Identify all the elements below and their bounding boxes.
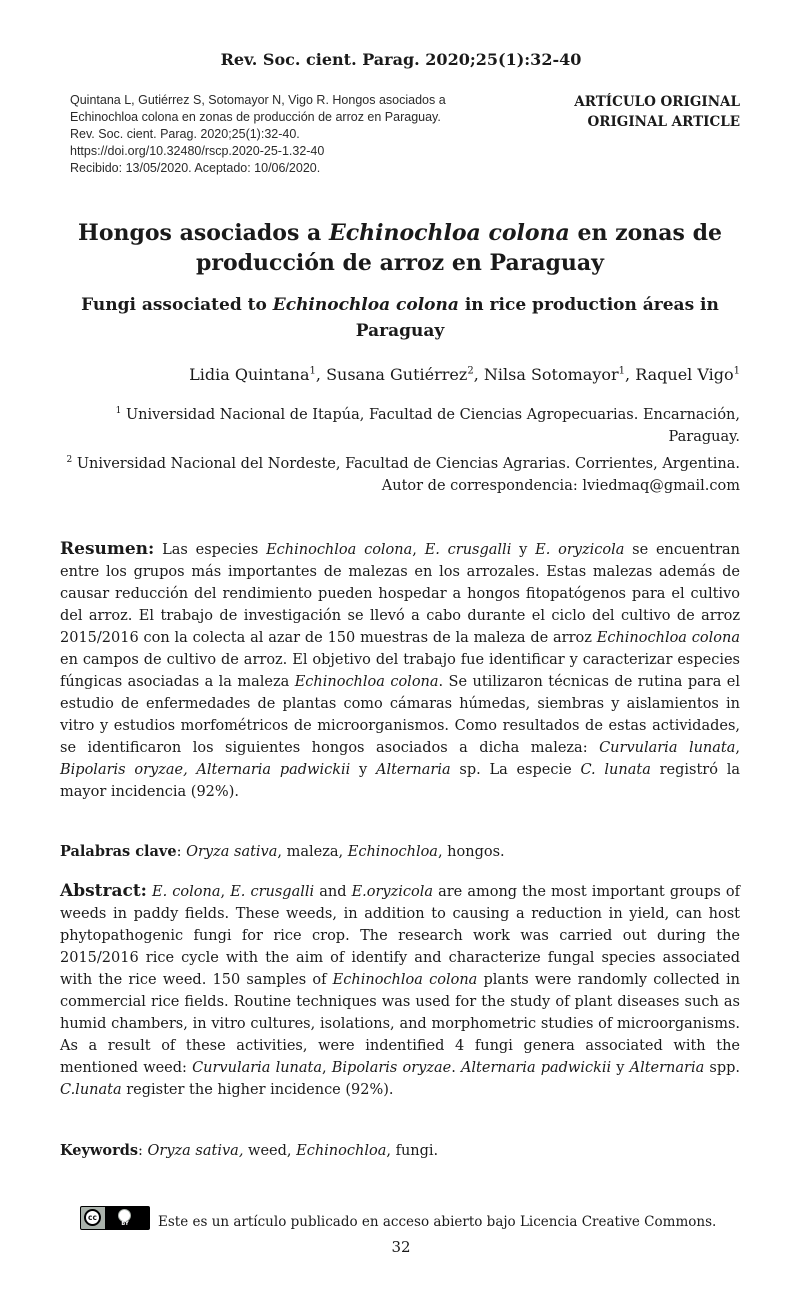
doi-link[interactable]: https://doi.org/10.32480/rscp.2020-25-1.32-40 [70, 144, 325, 158]
species-name: Echinochloa [296, 1143, 387, 1159]
body-text: , [735, 740, 740, 756]
body-text: registró la mayor incidencia (92%). [60, 762, 740, 800]
species-name: Echinochloa colona [332, 972, 478, 988]
body-text: : [176, 844, 187, 860]
species-name: Oryza sativa [186, 844, 278, 860]
species-name: E. crusgalli [424, 542, 512, 558]
keywords-label: Keywords [60, 1142, 139, 1159]
body-text: , [220, 884, 231, 900]
abstract-paragraph [60, 880, 740, 1101]
title-species: Echinochloa colona [272, 295, 459, 315]
species-name: E.oryzicola [351, 884, 434, 900]
body-text: : [138, 1143, 148, 1159]
species-name: E. crusgalli [230, 884, 315, 900]
body-text: register the higher incidence (92%). [121, 1082, 394, 1098]
citation-line: Rev. Soc. cient. Parag. 2020;25(1):32-40. [70, 127, 300, 141]
article-type-es: ARTÍCULO ORIGINAL [574, 94, 740, 110]
species-name: Alternaria [629, 1060, 705, 1076]
body-text: and [314, 884, 352, 900]
body-text: en campos de cultivo de arroz. El objetivo del trabajo fue identificar y caracterizar especies fúngicas asociadas a la maleza [60, 652, 740, 690]
author: Raquel Vigo$^1$ [635, 365, 740, 385]
species-name: Echinochloa colona [266, 542, 413, 558]
title-species: Echinochloa colona [328, 220, 570, 246]
resumen-label: Resumen: [60, 539, 155, 559]
species-name: C. lunata [580, 762, 651, 778]
cc-by-license-icon[interactable] [80, 1206, 150, 1230]
citation-line: Recibido: 13/05/2020. Aceptado: 10/06/2020. [70, 161, 321, 175]
title-text: Hongos asociados a [78, 220, 329, 246]
palabras-clave [60, 841, 740, 863]
citation-block [70, 92, 510, 177]
body-text: , [322, 1060, 332, 1076]
title-text: Fungi associated to [81, 295, 273, 315]
species-name: Echinochloa [347, 844, 438, 860]
body-text: se encuentran entre los grupos más importantes de malezas en los arrozales. Estas malezas además de causar reducción del rendimiento pueden hospedar a hongos fitopatógenos para el cultivo del arroz. El trabajo de investigación se llevó a cabo durante el ciclo del cultivo de arroz 2015/2016 con la colecta al azar de 150 muestras de la maleza de arroz [60, 542, 740, 646]
affiliation-1: $^1$ Universidad Nacional de Itapúa, Facultad de Ciencias Agropecuarias. Encarnación, Paraguay. [115, 406, 740, 446]
resumen-paragraph [60, 538, 740, 803]
body-text: . [451, 1060, 461, 1076]
body-text: . Se utilizaron técnicas de rutina para el estudio de enfermedades de plantas como cámaras húmedas, siembras y aislamientos in vitro y estudios morfométricos de microorganismos. Como resultados de estas actividades, se identificaron los siguientes hongos asociados a dicha maleza: [60, 674, 740, 756]
resumen-body [60, 542, 740, 800]
correspondence: Autor de correspondencia: lviedmaq@gmail.com [381, 477, 740, 494]
species-name: Curvularia lunata [599, 740, 736, 756]
body-text: , hongos. [437, 844, 505, 860]
body-text: weed, [243, 1143, 297, 1159]
by-label: BY [121, 1221, 129, 1227]
body-text: y [350, 762, 376, 778]
title-english [60, 292, 740, 344]
species-name: Bipolaris oryzae, Alternaria padwickii [60, 762, 351, 778]
license-text: Este es un artículo publicado en acceso abierto bajo Licencia Creative Commons. [158, 1214, 717, 1230]
body-text: sp. La especie [450, 762, 581, 778]
citation-line: Quintana L, Gutiérrez S, Sotomayor N, Vigo R. Hongos asociados a [70, 93, 446, 107]
species-name: E. colona [152, 884, 221, 900]
palabras-clave-label: Palabras clave [60, 843, 177, 860]
species-name: Alternaria [375, 762, 451, 778]
species-name: Echinochloa colona [294, 674, 439, 690]
abstract-label: Abstract: [60, 881, 147, 901]
author: Nilsa Sotomayor$^1$, [483, 365, 636, 385]
author: Lidia Quintana$^1$, [189, 365, 327, 385]
species-name: C.lunata [60, 1082, 122, 1098]
author-list [189, 360, 740, 387]
affiliation-2: $^2$ Universidad Nacional del Nordeste, Facultad de Ciencias Agrarias. Corrientes, Argentina. [66, 454, 740, 472]
author: Susana Gutiérrez$^2$, [326, 365, 484, 385]
species-name: Echinochloa colona [596, 630, 740, 646]
body-text: , fungi. [386, 1143, 439, 1159]
body-text: spp. [704, 1060, 741, 1076]
palabras-clave-body [177, 844, 505, 860]
keywords [60, 1140, 740, 1162]
journal-header: Rev. Soc. cient. Parag. 2020;25(1):32-40 [220, 50, 582, 69]
title-text: en zonas de producción de arroz en Paraguay [196, 220, 722, 276]
body-text: y [611, 1060, 630, 1076]
species-name: E. oryzicola [535, 542, 625, 558]
body-text: Las especies [154, 542, 267, 558]
affiliations [60, 400, 740, 497]
title-spanish [60, 218, 740, 278]
cc-logo-icon: cc [84, 1209, 101, 1226]
article-type-en: ORIGINAL ARTICLE [587, 114, 740, 130]
species-name: Oryza sativa, [147, 1143, 244, 1159]
species-name: Alternaria padwickii [460, 1060, 612, 1076]
keywords-body [138, 1143, 438, 1159]
body-text: are among the most important groups of weeds in paddy fields. These weeds, in addition to causing a reduction in yield, can host phytopathogenic fungi for rice crop. The research work was carried out during the 2015/2016 rice cycle with the aim of identify and characterize fungal species associated with the rice weed. 150 samples of [60, 884, 741, 988]
title-text: in rice production áreas in Paraguay [355, 295, 719, 341]
page-number: 32 [391, 1238, 411, 1256]
body-text: , maleza, [277, 844, 348, 860]
abstract-body [60, 884, 740, 1098]
species-name: Bipolaris oryzae [331, 1060, 452, 1076]
citation-line: Echinochloa colona en zonas de producción de arroz en Paraguay. [70, 110, 441, 124]
species-name: Curvularia lunata [192, 1060, 323, 1076]
body-text: plants were randomly collected in commercial rice fields. Routine techniques was used for the study of plant diseases such as humid chambers, in vitro cultures, isolations, and morphometric studies of microorganisms. As a result of these activities, were indentified 4 fungi genera associated with the mentioned weed: [60, 972, 740, 1076]
body-text: , [412, 542, 425, 558]
article-type [574, 92, 740, 132]
body-text: y [511, 542, 536, 558]
